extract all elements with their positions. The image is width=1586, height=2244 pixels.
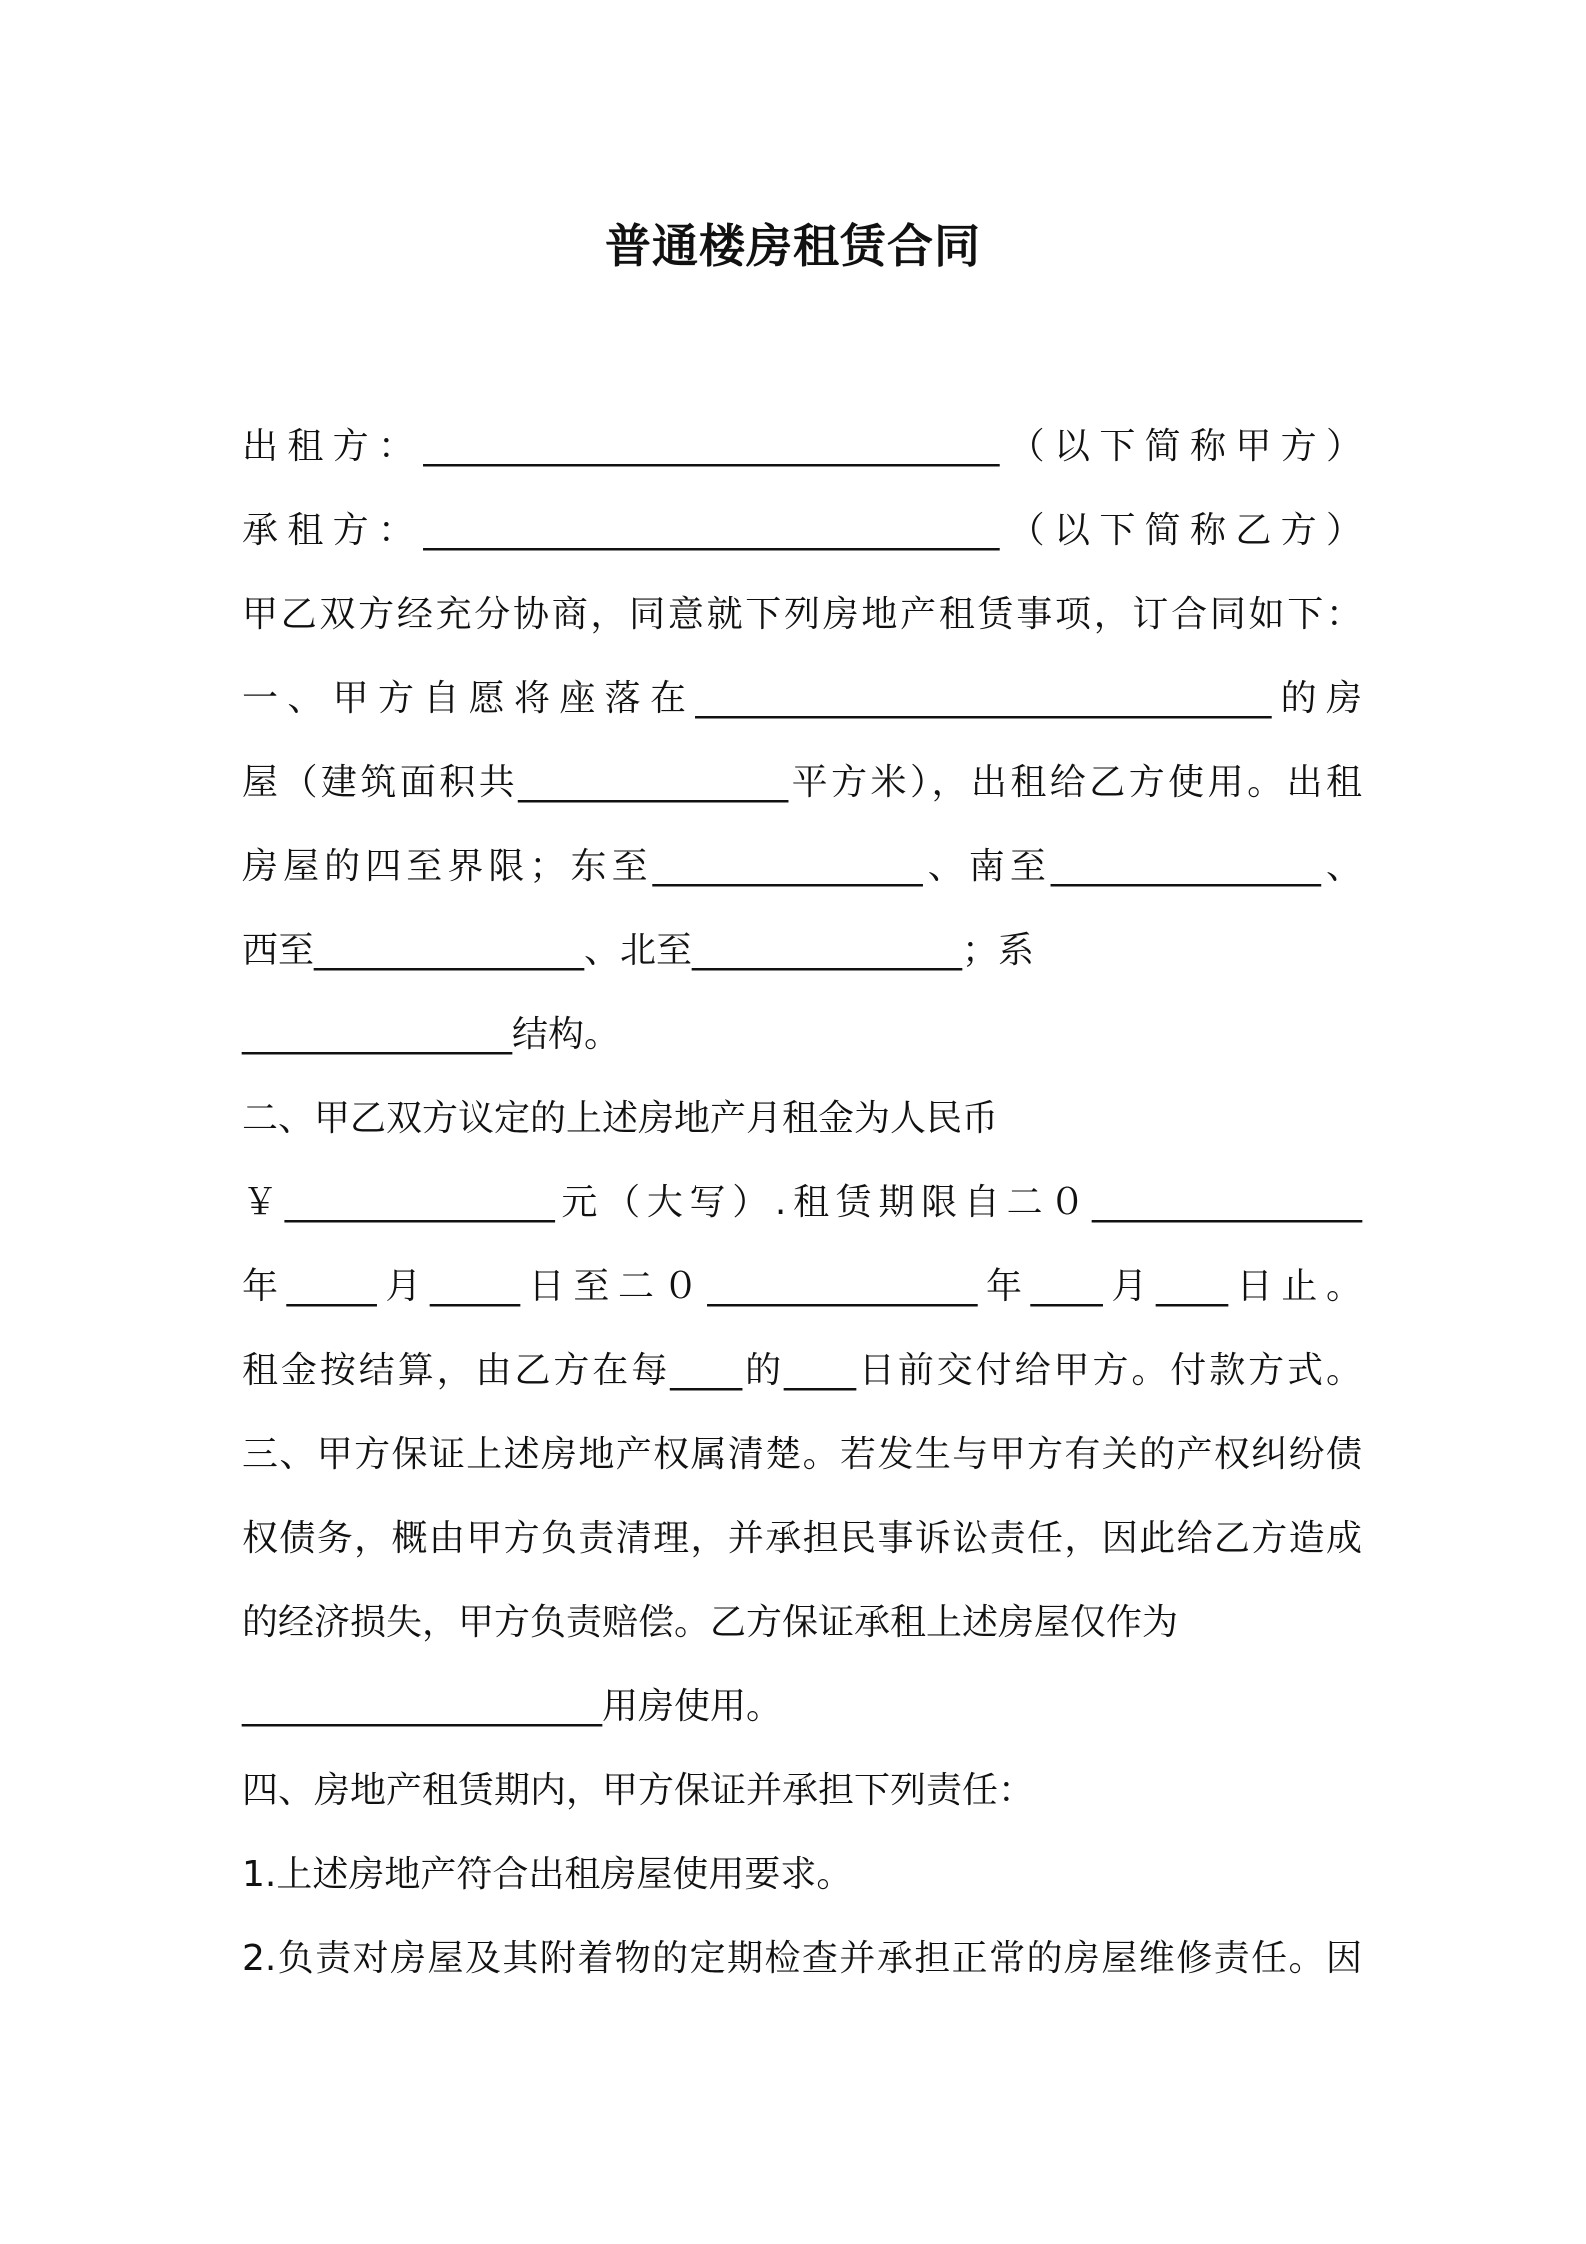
clause-2-line-1: 二、甲乙双方议定的上述房地产月租金为人民币 <box>242 1098 999 1139</box>
contract-body <box>242 405 1362 2001</box>
document-title: 普通楼房租赁合同 <box>605 219 981 273</box>
lessor-line: 出租方：________________________________（以下简称甲方） <box>242 426 1362 467</box>
clause-4-heading: 四、房地产租赁期内，甲方保证并承担下列责任： <box>242 1770 1035 1811</box>
clause-4-item-1: 1.上述房地产符合出租房屋使用要求。 <box>242 1854 853 1895</box>
preamble-line: 甲乙双方经充分协商，同意就下列房地产租赁事项，订合同如下： <box>242 594 1362 635</box>
clause-1-line-4: 西至_______________、北至_______________；系 <box>242 930 1035 971</box>
clause-1-line-5: _______________结构。 <box>242 1014 621 1055</box>
clause-1-line-2: 屋（建筑面积共_______________平方米），出租给乙方使用。出租 <box>242 762 1362 803</box>
clause-3-line-3: 的经济损失，甲方负责赔偿。乙方保证承租上述房屋仅作为 <box>242 1602 1179 1643</box>
clause-3-line-2: 权债务，概由甲方负责清理，并承担民事诉讼责任，因此给乙方造成 <box>242 1518 1362 1559</box>
clause-2-line-4: 租金按结算，由乙方在每____的____日前交付给甲方。付款方式。 <box>242 1350 1362 1391</box>
clause-1-line-3: 房屋的四至界限；东至_______________、南至_______________、 <box>242 846 1362 887</box>
clause-2-line-2: ￥_______________元（大写）.租赁期限自二０_______________ <box>242 1182 1362 1223</box>
lessee-line: 承租方：________________________________（以下简称乙方） <box>242 510 1362 551</box>
clause-3-line-1: 三、甲方保证上述房地产权属清楚。若发生与甲方有关的产权纠纷债 <box>242 1434 1362 1475</box>
clause-4-item-2: 2.负责对房屋及其附着物的定期检查并承担正常的房屋维修责任。因 <box>242 1938 1362 1979</box>
clause-3-line-4: ____________________用房使用。 <box>242 1686 783 1727</box>
clause-1-line-1: 一、甲方自愿将座落在________________________________的房 <box>242 678 1362 719</box>
clause-2-line-3: 年_____月_____日至二０_______________年____月____日止。 <box>242 1266 1362 1307</box>
